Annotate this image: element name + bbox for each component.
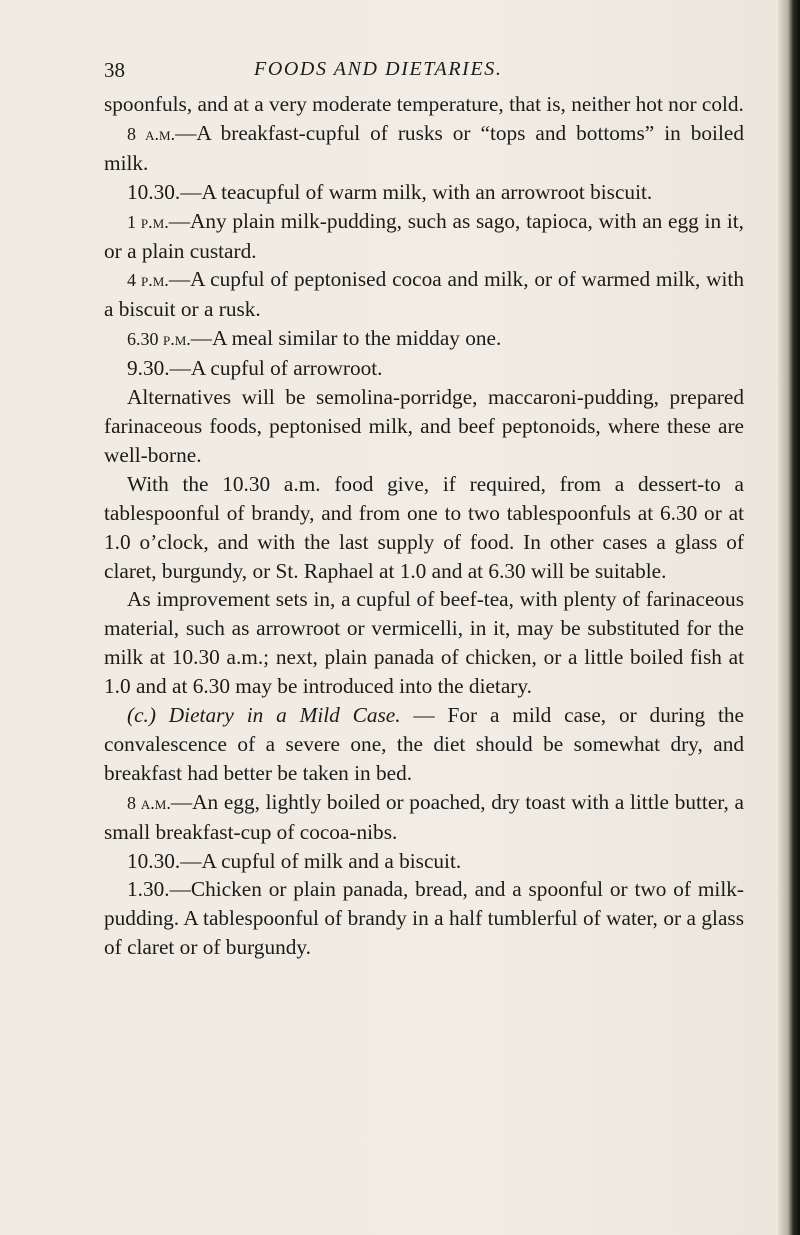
paragraph-text: As improvement sets in, a cupful of beef-tea, with plenty of farinaceous material, such as arrowroot or vermicelli, in it, may be substituted for the milk at 10.30 a.m.; next, plain panada of chicken, or a little boiled fish at 1.0 and at 6.30 may be introduced into the dietary. xyxy=(104,587,744,699)
time-label: 6.30 p.m. xyxy=(127,329,191,350)
paragraph xyxy=(104,265,744,324)
time-label: 8 a.m. xyxy=(127,792,171,813)
time-label: 9.30. xyxy=(127,356,170,381)
paragraph xyxy=(104,90,744,119)
page-number: 38 xyxy=(104,58,125,82)
book-spine-shadow xyxy=(778,0,800,1235)
time-label: 8 a.m. xyxy=(127,123,176,144)
paragraph xyxy=(104,847,744,876)
paragraph xyxy=(104,875,744,962)
section-heading: (c.) Dietary in a Mild Case. xyxy=(127,703,401,728)
paragraph-text: — For a mild case, or during the convalescence of a severe one, the diet should be somewhat dry, and breakfast had better be taken in bed. xyxy=(104,703,745,785)
paragraph xyxy=(104,354,744,383)
paragraph-text: —A breakfast-cupful of rusks or “tops and bottoms” in boiled milk. xyxy=(104,120,744,175)
paragraph xyxy=(104,585,744,701)
paragraph-text: —A cupful of arrowroot. xyxy=(169,356,383,381)
paragraph-text: —A meal similar to the midday one. xyxy=(190,326,502,351)
time-label: 1 p.m. xyxy=(127,211,169,232)
time-label: 10.30. xyxy=(127,179,181,204)
paragraph xyxy=(104,207,744,266)
paragraph-text: —A teacupful of warm milk, with an arrowroot biscuit. xyxy=(180,179,653,204)
paragraph-text: —A cupful of milk and a biscuit. xyxy=(180,848,462,873)
paragraph-text: —Chicken or plain panada, bread, and a spoonful or two of milk-pudding. A tablespoonful of brandy in a half tumblerful of water, or a glass of claret or of burgundy. xyxy=(104,877,744,960)
paragraph-text: —An egg, lightly boiled or poached, dry toast with a little butter, a small breakfast-cup of cocoa-nibs. xyxy=(104,789,744,844)
paragraph xyxy=(104,178,744,207)
page-header xyxy=(104,58,744,86)
paragraph xyxy=(104,383,744,470)
time-label: 10.30. xyxy=(127,848,181,873)
paragraph-text: —A cupful of peptonised cocoa and milk, or of warmed milk, with a biscuit or a rusk. xyxy=(104,267,744,322)
paragraph xyxy=(104,470,744,586)
paragraph-text: With the 10.30 a.m. food give, if required, from a dessert-to a tablespoonful of brandy, and from one to two tablespoonfuls at 6.30 or at 1.0 o’clock, and with the last supply of food. In other cases a glass of claret, burgundy, or St. Raphael at 1.0 and at 6.30 will be suitable. xyxy=(104,471,744,583)
body-text xyxy=(104,90,744,962)
paragraph xyxy=(104,119,744,178)
paragraph xyxy=(104,701,744,788)
time-label: 1.30. xyxy=(127,877,170,902)
paragraph xyxy=(104,788,744,847)
running-head: FOODS AND DIETARIES. xyxy=(254,58,503,80)
paragraph-text: spoonfuls, and at a very moderate temperature, that is, neither hot nor cold. xyxy=(104,92,744,116)
time-label: 4 p.m. xyxy=(127,270,169,291)
paragraph xyxy=(104,324,744,354)
paragraph-text: Alternatives will be semolina-porridge, maccaroni-pudding, prepared farinaceous foods, peptonised milk, and beef peptonoids, where these are well-borne. xyxy=(104,385,744,467)
paragraph-text: —Any plain milk-pudding, such as sago, tapioca, with an egg in it, or a plain custard. xyxy=(104,208,744,263)
